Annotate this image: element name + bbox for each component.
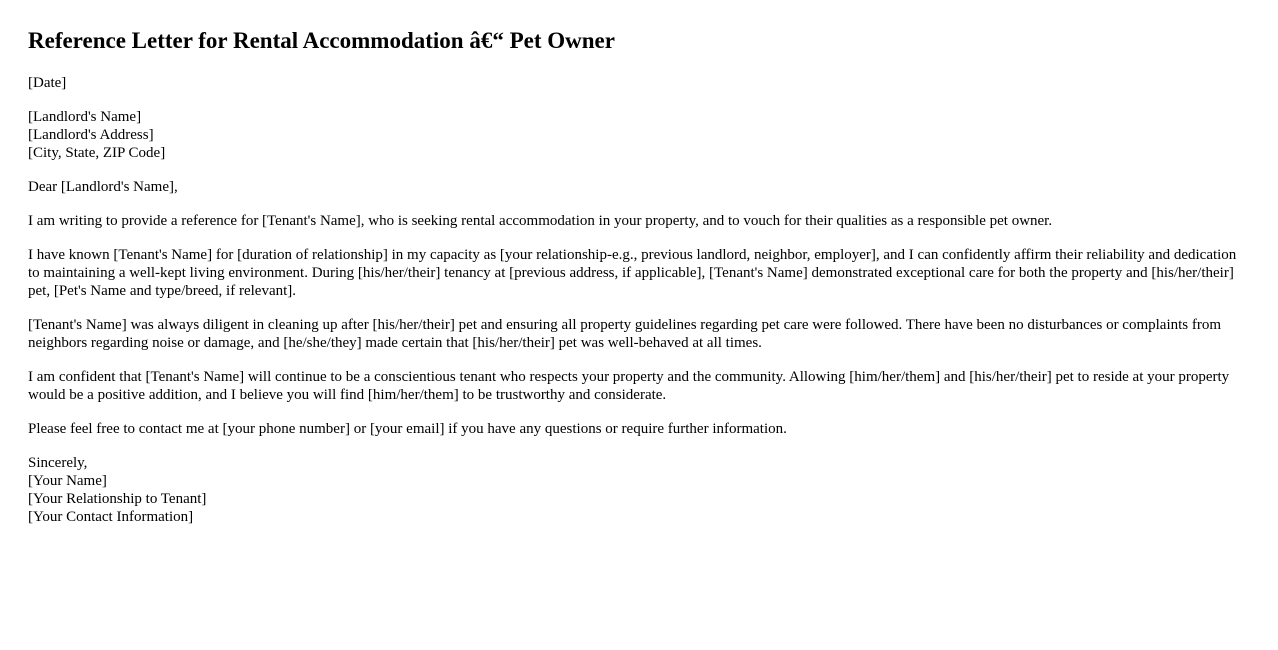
body-paragraph-recommendation: I am confident that [Tenant's Name] will continue to be a conscientious tenant who respects your property and the community. Allowing [him/her/them] and [his/her/their] pet to reside at your property would be a positive addition, and I believe you will find [him/her/them] to be trustworthy and considerate.: [28, 369, 1230, 403]
body-paragraph-conduct: [Tenant's Name] was always diligent in cleaning up after [his/her/their] pet and ensuring all property guidelines regarding pet care were followed. There have been no disturbances or complaints from neighbors regarding noise or damage, and [he/she/they] made certain that [his/her/their] pet was well-behaved at all times.: [28, 317, 1222, 351]
letter-date: [Date]: [28, 75, 67, 91]
body-paragraph-intro: I am writing to provide a reference for [Tenant's Name], who is seeking rental accommodation in your property, and to vouch for their qualities as a responsible pet owner.: [28, 213, 1053, 229]
valediction: Sincerely,: [28, 455, 88, 471]
body-paragraph-contact: Please feel free to contact me at [your phone number] or [your email] if you have any questions or require further information.: [28, 421, 787, 437]
body-paragraph-relationship: I have known [Tenant's Name] for [duration of relationship] in my capacity as [your relationship-e.g., previous landlord, neighbor, employer], and I can confidently affirm their reliability and dedication to maintaining a well-kept living environment. During [his/her/their] tenancy at [previous address, if applicable], [Tenant's Name] demonstrated exceptional care for both the property and [his/her/their] pet, [Pet's Name and type/breed, if relevant].: [28, 247, 1237, 299]
recipient-name: [Landlord's Name]: [28, 109, 142, 125]
signer-contact: [Your Contact Information]: [28, 509, 194, 525]
recipient-block: [28, 108, 1250, 162]
signer-name: [Your Name]: [28, 473, 107, 489]
recipient-city: [City, State, ZIP Code]: [28, 145, 166, 161]
salutation: Dear [Landlord's Name],: [28, 179, 178, 195]
recipient-address: [Landlord's Address]: [28, 127, 154, 143]
signer-relationship: [Your Relationship to Tenant]: [28, 491, 207, 507]
letter-title: Reference Letter for Rental Accommodation â€“ Pet Owner: [28, 28, 615, 53]
closing-block: [28, 454, 1250, 526]
letter-document: [28, 27, 1250, 542]
